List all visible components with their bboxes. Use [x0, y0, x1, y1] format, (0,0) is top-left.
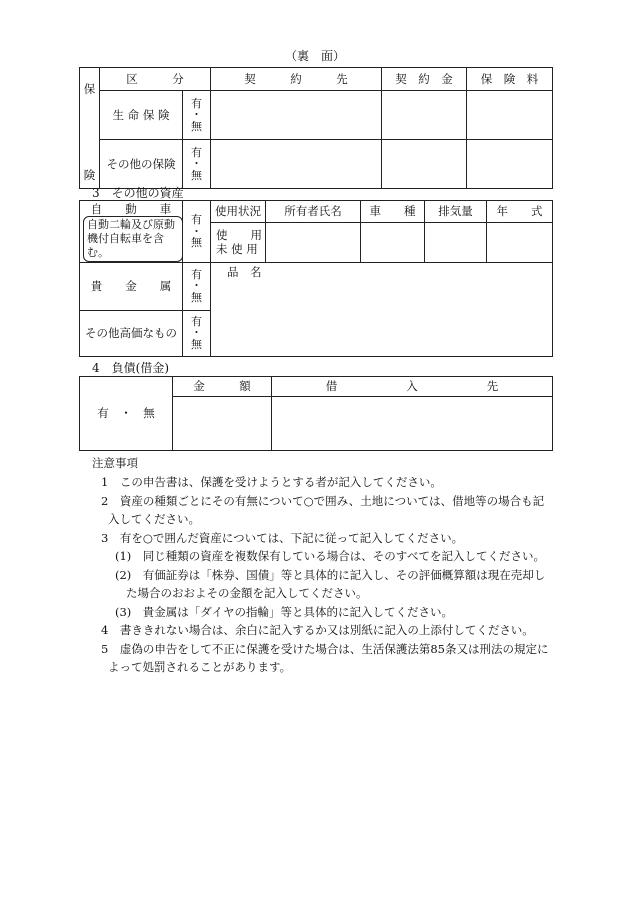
item-name-cell[interactable]	[211, 262, 553, 356]
lender-cell[interactable]	[272, 397, 553, 451]
item-name-label: 品 名	[227, 264, 262, 279]
insurance-side-label-bottom: 険	[83, 167, 96, 182]
debt-amount-cell[interactable]	[173, 397, 272, 451]
header-contract: 契 約 先	[211, 68, 382, 91]
header-amount: 契 約 金	[382, 68, 467, 91]
header-model-year: 年 式	[487, 201, 553, 223]
usage-in-use[interactable]: 使 用	[216, 227, 262, 242]
note-line: (1) 同じ種類の資産を複数保有している場合は、そのすべてを記入してください。	[115, 549, 546, 563]
note-line: 1 この申告書は、保護を受けようとする者が記入してください。	[101, 475, 442, 489]
life-insurance-amount-cell[interactable]	[382, 91, 467, 140]
notes-title: 注意事項	[92, 456, 138, 470]
other-insurance-umu[interactable]: 有 ・ 無	[183, 140, 211, 189]
other-valuables-label: その他高価なもの	[80, 310, 183, 356]
car-label-cell	[80, 201, 183, 263]
header-owner: 所有者氏名	[266, 201, 361, 223]
debt-umu[interactable]: 有 ・ 無	[80, 377, 173, 451]
life-insurance-contract-cell[interactable]	[211, 91, 382, 140]
note-line: (3) 貴金属は「ダイヤの指輪」等と具体的に記入してください。	[115, 605, 454, 619]
note-line: 5 虚偽の申告をして不正に保護を受けた場合は、生活保護法第85条又は刑法の規定に	[101, 642, 549, 656]
life-insurance-premium-cell[interactable]	[467, 91, 553, 140]
note-line: 2 資産の種類ごとにその有無について○で囲み、土地については、借地等の場合も記	[101, 494, 545, 508]
other-insurance-premium-cell[interactable]	[467, 140, 553, 189]
debt-table	[79, 376, 553, 451]
car-note: 自動二輪及び原動機付自転車を含む。	[83, 216, 183, 261]
displacement-cell[interactable]	[425, 222, 487, 262]
usage-cell[interactable]	[211, 222, 266, 262]
header-car-type: 車 種	[361, 201, 425, 223]
car-type-cell[interactable]	[361, 222, 425, 262]
car-label: 自 動 車	[90, 202, 172, 216]
header-displacement: 排気量	[425, 201, 487, 223]
other-insurance-label: その他の保険	[100, 140, 183, 189]
life-insurance-umu[interactable]: 有 ・ 無	[183, 91, 211, 140]
usage-not-in-use[interactable]: 未 使 用	[216, 242, 258, 257]
note-line: よって処罰されることがあります。	[108, 660, 292, 674]
page-title: （裏 面）	[284, 49, 345, 63]
insurance-side-label-top: 保	[83, 82, 96, 96]
note-line: 3 有を○で囲んだ資産については、下記に従って記入してください。	[101, 531, 464, 545]
model-year-cell[interactable]	[487, 222, 553, 262]
other-assets-table	[79, 200, 553, 357]
car-umu[interactable]: 有 ・ 無	[183, 201, 211, 263]
insurance-side-label	[80, 68, 100, 189]
other-valuables-umu[interactable]: 有 ・ 無	[183, 310, 211, 356]
note-line: た場合のおおよその金額を記入してください。	[126, 586, 368, 600]
owner-cell[interactable]	[266, 222, 361, 262]
insurance-table	[79, 67, 553, 189]
section3-title: 3 その他の資産	[92, 186, 184, 200]
header-premium: 保 険 料	[467, 68, 553, 91]
other-insurance-contract-cell[interactable]	[211, 140, 382, 189]
header-lender: 借 入 先	[272, 377, 553, 397]
section4-title: 4 負債(借金)	[92, 361, 169, 375]
other-insurance-amount-cell[interactable]	[382, 140, 467, 189]
precious-metal-label: 貴 金 属	[80, 262, 183, 310]
precious-metal-umu[interactable]: 有 ・ 無	[183, 262, 211, 310]
life-insurance-label: 生 命 保 険	[100, 91, 183, 140]
header-usage: 使用状況	[211, 201, 266, 223]
note-line: (2) 有価証券は「株券、国債」等と具体的に記入し、その評価概算額は現在売却し	[115, 568, 546, 582]
note-line: 入してください。	[108, 512, 200, 526]
note-line: 4 書ききれない場合は、余白に記入するか又は別紙に記入の上添付してください。	[101, 623, 534, 637]
header-kubun: 区 分	[100, 68, 211, 91]
header-debt-amount: 金 額	[173, 377, 272, 397]
